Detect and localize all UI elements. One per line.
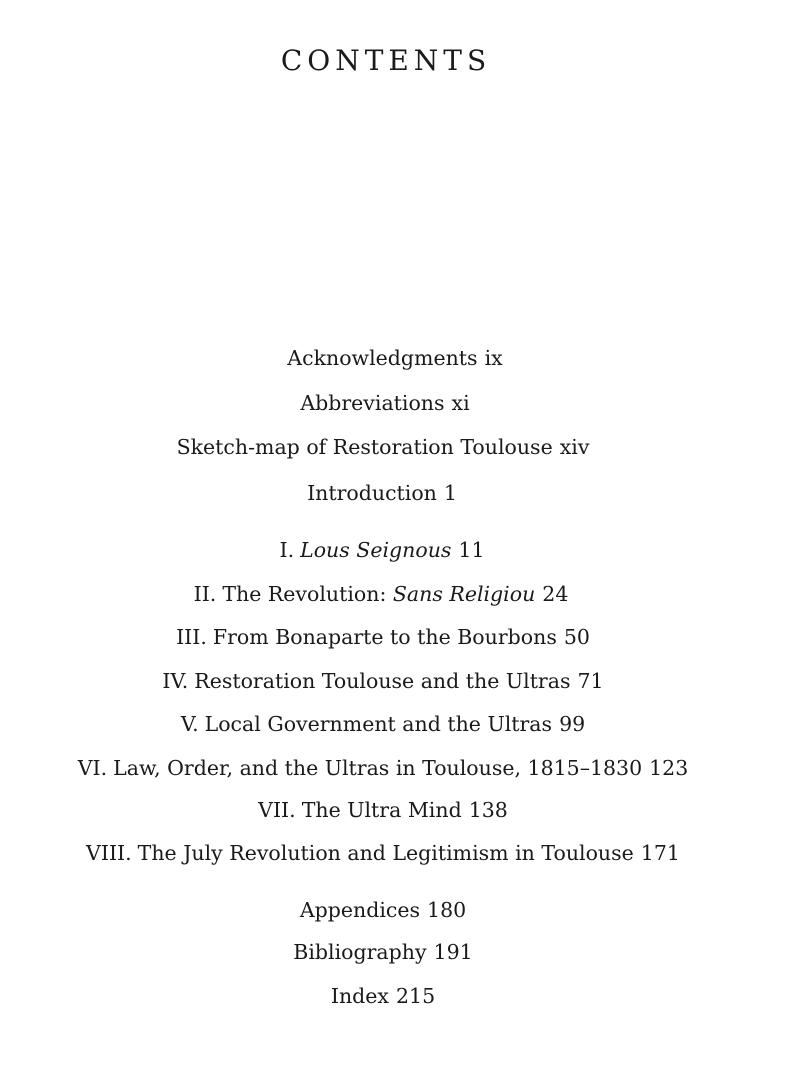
toc-chapter-5	[0, 711, 766, 737]
chapter-title: The Revolution:	[222, 582, 393, 606]
toc-entry-appendices	[0, 897, 766, 923]
entry-title: Introduction	[307, 481, 437, 505]
toc-chapter-3	[0, 624, 766, 650]
entry-page: ix	[484, 346, 503, 370]
toc-chapter-6	[0, 755, 766, 781]
entry-page: xi	[451, 391, 470, 415]
chapter-number: III.	[176, 625, 207, 649]
entry-title: Bibliography	[293, 940, 427, 964]
chapter-number: V.	[180, 712, 199, 736]
toc-chapter-1	[0, 537, 764, 563]
entry-title: Sketch-map of Restoration Toulouse	[176, 435, 553, 459]
entry-title: Appendices	[299, 898, 421, 922]
chapter-page: 171	[640, 841, 680, 865]
chapter-title: The July Revolution and Legitimism in Toulouse	[137, 841, 634, 865]
entry-page: 180	[427, 898, 467, 922]
chapter-number: IV.	[162, 669, 189, 693]
chapter-number: I.	[279, 538, 295, 562]
chapter-page: 99	[559, 712, 586, 736]
toc-entry-index	[0, 983, 766, 1009]
toc-entry-bibliography	[0, 939, 766, 965]
toc-entry-abbreviations	[0, 390, 770, 416]
toc-chapter-4	[0, 668, 766, 694]
entry-title: Index	[330, 984, 389, 1008]
entry-page: 1	[443, 481, 457, 505]
chapter-title-italic: Lous Seignous	[300, 538, 452, 562]
chapter-page: 71	[577, 669, 604, 693]
entry-page: xiv	[559, 435, 590, 459]
toc-chapter-8	[0, 840, 766, 866]
chapter-number: VIII.	[86, 841, 132, 865]
page-heading: CONTENTS	[280, 44, 492, 77]
chapter-page: 11	[458, 538, 485, 562]
chapter-page: 24	[542, 582, 569, 606]
chapter-title: Restoration Toulouse and the Ultras	[194, 669, 571, 693]
chapter-number: VII.	[258, 798, 296, 822]
chapter-page: 50	[563, 625, 590, 649]
toc-entry-sketch-map	[0, 434, 766, 460]
chapter-page: 123	[649, 756, 689, 780]
toc-entry-introduction	[0, 480, 764, 506]
toc-chapter-2	[0, 581, 762, 607]
chapter-title-italic: Sans Religiou	[392, 582, 536, 606]
entry-page: 191	[433, 940, 473, 964]
chapter-number: II.	[193, 582, 217, 606]
toc-chapter-7	[0, 797, 766, 823]
toc-entry-acknowledgments	[0, 345, 790, 371]
chapter-title: The Ultra Mind	[301, 798, 462, 822]
chapter-title: Law, Order, and the Ultras in Toulouse, 1815–1830	[113, 756, 643, 780]
entry-page: 215	[395, 984, 436, 1008]
chapter-title: From Bonaparte to the Bourbons	[212, 625, 557, 649]
chapter-number: VI.	[77, 756, 108, 780]
entry-title: Abbreviations	[300, 391, 445, 415]
entry-title: Acknowledgments	[287, 346, 478, 370]
chapter-page: 138	[468, 798, 508, 822]
chapter-title: Local Government and the Ultras	[204, 712, 553, 736]
